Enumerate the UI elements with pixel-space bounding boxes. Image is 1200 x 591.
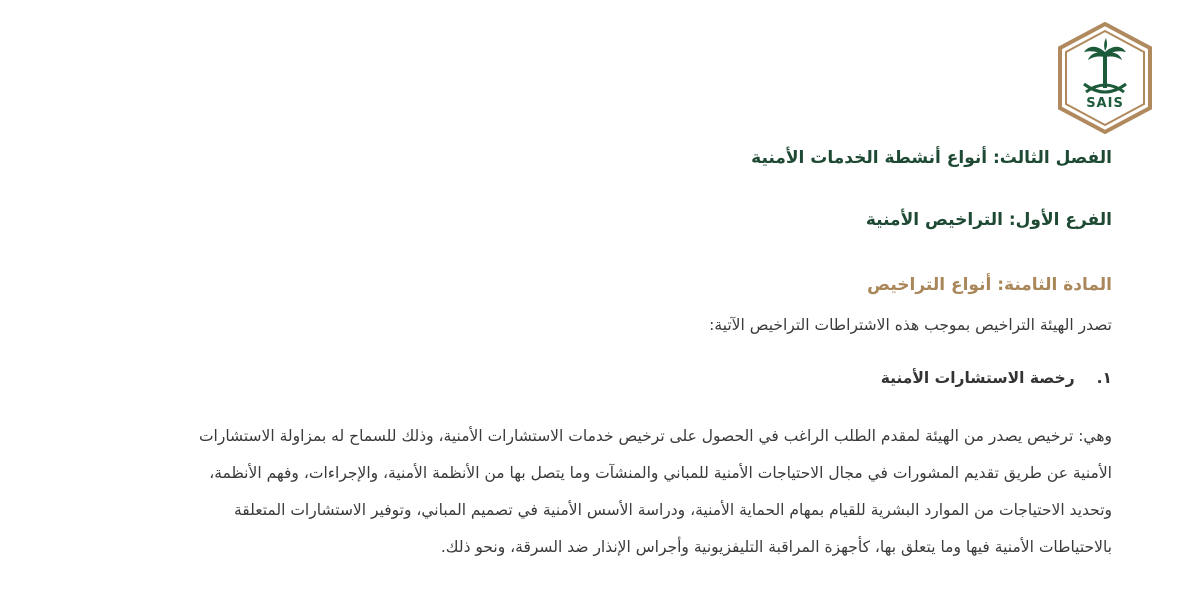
list-item — [881, 369, 1112, 387]
branch-title: الفرع الأول: التراخيص الأمنية — [865, 210, 1112, 230]
list-item-title: رخصة الاستشارات الأمنية — [880, 369, 1075, 387]
paragraph-line: وهي: ترخيص يصدر من الهيئة لمقدم الطلب الراغب في الحصول على ترخيص خدمات الاستشارات الأمنية، وذلك للسماح له بمزاولة الاستشارات — [198, 427, 1112, 445]
paragraph-line: الأمنية عن طريق تقديم المشورات في مجال الاحتياجات الأمنية للمباني والمنشآت وما يتصل بها من الأنظمة الأمنية، والإجراءات، وفهم الأنظمة، — [209, 464, 1112, 482]
sais-logo — [1046, 22, 1164, 134]
chapter-title: الفصل الثالث: أنواع أنشطة الخدمات الأمنية — [751, 148, 1112, 168]
logo-text: SAIS — [1086, 96, 1124, 111]
paragraph-line: وتحديد الاحتياجات من الموارد البشرية للقيام بمهام الحماية الأمنية، ودراسة الأسس الأمنية في تصميم المباني، وتوفير الاستشارات المتعلقة — [233, 501, 1112, 519]
intro-text: تصدر الهيئة التراخيص بموجب هذه الاشتراطات التراخيص الآتية: — [709, 316, 1112, 334]
list-item-number: ١. — [1096, 369, 1112, 387]
palm-tree-icon — [1084, 38, 1126, 88]
article-title: المادة الثامنة: أنواع التراخيص — [867, 275, 1112, 295]
paragraph-line: بالاحتياطات الأمنية فيها وما يتعلق بها، كأجهزة المراقبة التليفزيونية وأجراس الإنذار ضد السرقة، ونحو ذلك. — [440, 538, 1112, 556]
